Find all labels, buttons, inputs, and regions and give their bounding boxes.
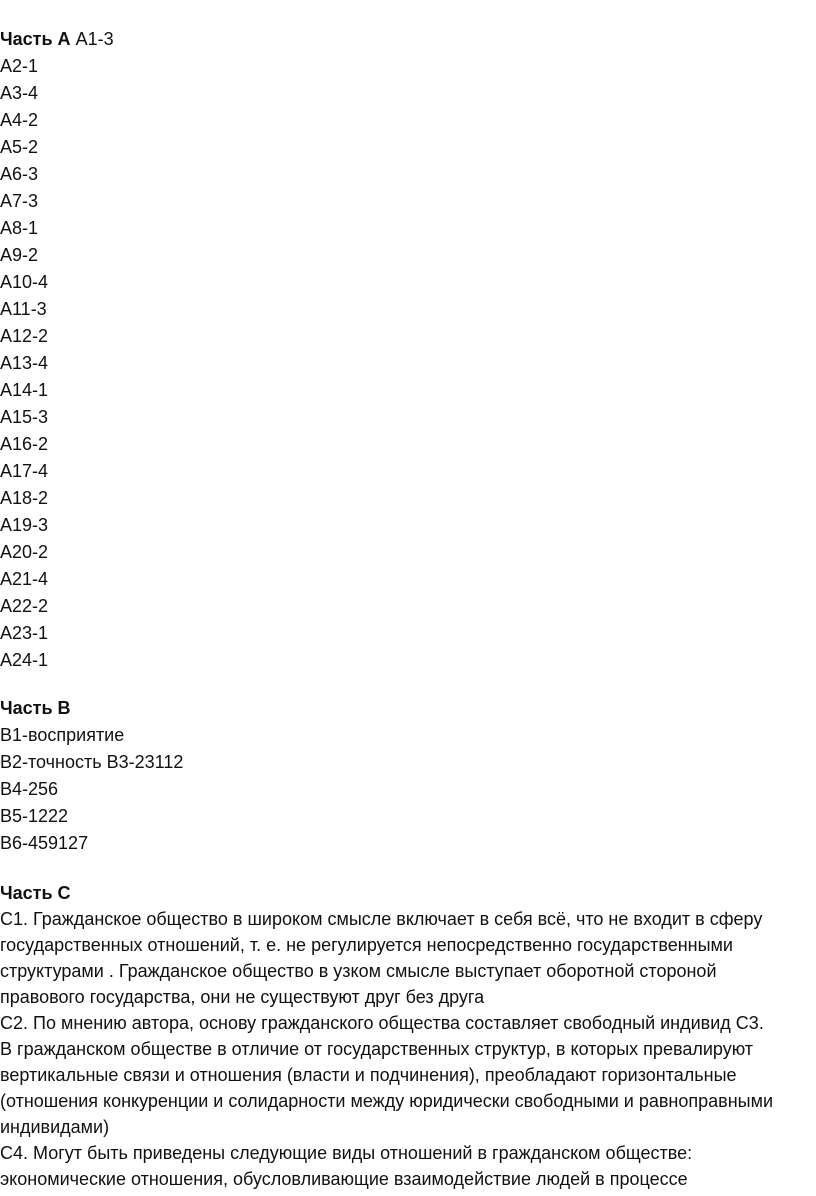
part-c-heading-text: Часть С: [0, 883, 71, 903]
answer-b5: В5-1222: [0, 806, 69, 826]
section-spacer: [0, 861, 812, 884]
answer-b2-b3: В2-точность В3-23112: [0, 752, 184, 772]
answer-a22: А22-2: [0, 596, 49, 616]
answer-a6: А6-3: [0, 164, 39, 184]
answer-a8: А8-1: [0, 218, 39, 238]
answer-a24: А24-1: [0, 650, 49, 670]
part-c-text-line: правового государства, они не существуют друг без друга: [0, 987, 485, 1007]
answer-b6: В6-459127: [0, 833, 89, 853]
part-c-text-line: В гражданском обществе в отличие от государственных структур, в которых превалируют: [0, 1039, 754, 1059]
answer-a4: А4-2: [0, 110, 39, 130]
answer-a3: А3-4: [0, 83, 39, 103]
part-c-text-line: вертикальные связи и отношения (власти и подчинения), преобладают горизонтальные: [0, 1065, 737, 1085]
part-c-text-line: структурами . Гражданское общество в узком смысле выступает оборотной стороной: [0, 961, 717, 981]
answer-a16: А16-2: [0, 434, 49, 454]
answer-a18: А18-2: [0, 488, 49, 508]
answer-a15: А15-3: [0, 407, 49, 427]
answer-a12: А12-2: [0, 326, 49, 346]
part-a-section: [0, 30, 812, 678]
section-spacer: [0, 678, 812, 699]
answer-a10: А10-4: [0, 272, 49, 292]
answer-a1: А1-3: [75, 29, 114, 49]
answer-a11: А11-3: [0, 299, 47, 319]
part-a-heading: Часть А: [0, 29, 71, 49]
answer-a23: А23-1: [0, 623, 49, 643]
answer-a14: А14-1: [0, 380, 49, 400]
part-b-section: [0, 699, 812, 861]
part-b-heading: [0, 699, 812, 726]
part-c-text-line: индивидами): [0, 1117, 110, 1137]
part-c-text-line: экономические отношения, обусловливающие взаимодействие людей в процессе: [0, 1169, 688, 1189]
answer-a5: А5-2: [0, 137, 39, 157]
answer-b1: В1-восприятие: [0, 725, 125, 745]
answer-a7: А7-3: [0, 191, 39, 211]
part-c-text-line: С4. Могут быть приведены следующие виды отношений в гражданском обществе:: [0, 1143, 693, 1163]
part-c-section: [0, 884, 812, 1196]
part-c-text-line: С2. По мнению автора, основу гражданского общества составляет свободный индивид С3.: [0, 1013, 764, 1033]
answer-a2: А2-1: [0, 56, 39, 76]
part-a-first-line: [0, 30, 812, 57]
answer-a17: А17-4: [0, 461, 49, 481]
answer-a9: А9-2: [0, 245, 39, 265]
part-c-text-line: С1. Гражданское общество в широком смысле включает в себя всё, что не входит в сферу: [0, 909, 763, 929]
answer-a19: А19-3: [0, 515, 49, 535]
part-b-heading-text: Часть В: [0, 698, 71, 718]
part-c-text-line: государственных отношений, т. е. не регулируется непосредственно государственными: [0, 935, 733, 955]
answer-a21: А21-4: [0, 569, 49, 589]
answer-key-document: [0, 30, 812, 1196]
part-c-heading: [0, 884, 812, 910]
part-c-text-line: (отношения конкуренции и солидарности между юридически свободными и равноправными: [0, 1091, 773, 1111]
answer-b4: В4-256: [0, 779, 59, 799]
answer-a13: А13-4: [0, 353, 49, 373]
answer-a20: А20-2: [0, 542, 49, 562]
